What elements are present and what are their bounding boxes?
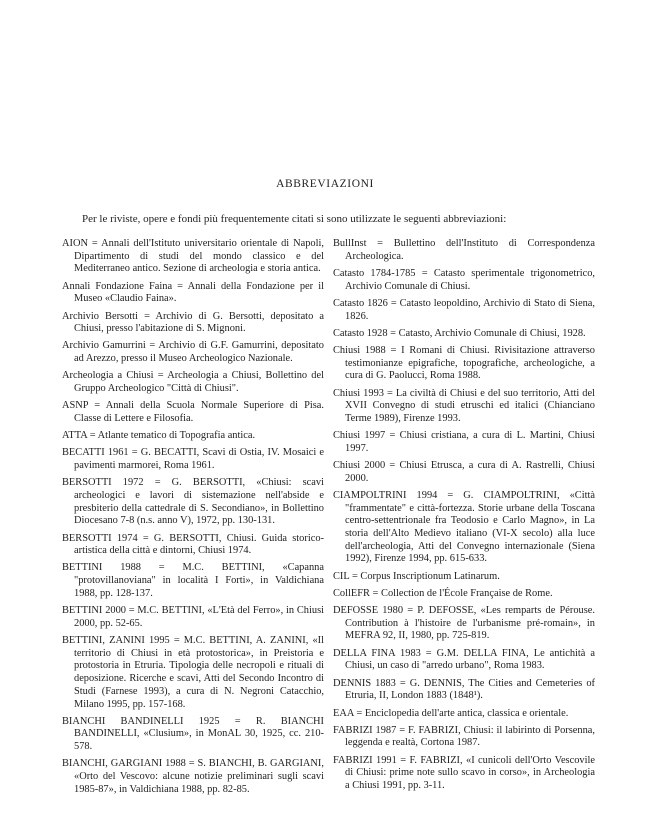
abbreviation-entry: ASNP = Annali della Scuola Normale Superiore di Pisa. Classe di Lettere e Filosofia. [62,400,324,424]
abbreviation-entry: Catasto 1826 = Catasto leopoldino, Archivio di Stato di Siena, 1826. [333,297,595,322]
abbreviation-entry: AION = Annali dell'Istituto universitario orientale di Napoli, Dipartimento di studi del mondo classico e del Mediterraneo antico. Sezione di archeologia e storia antica. [62,238,324,275]
abbreviation-entry: FABRIZI 1991 = F. FABRIZI, «I cunicoli dell'Orto Vescovile di Chiusi: prime note sullo scavo in corso», in Archeologia a Chiusi 1991, pp. 3-11. [333,754,595,792]
abbreviation-entry: Archivio Bersotti = Archivio di G. Bersotti, depositato a Chiusi, presso l'abitazione di S. Mignoni. [62,310,324,335]
abbreviation-entry: BERSOTTI 1972 = G. BERSOTTI, «Chiusi: scavi archeologici e lavori di sistemazione nell'abside e presbiterio della cattedrale di S. Secondiano», in Bollettino Diocesano 7-8 (n.s. anno V), 1972, pp. 130-131. [62,477,324,527]
abbreviation-entry: EAA = Enciclopedia dell'arte antica, classica e orientale. [333,707,569,719]
abbreviation-entry: BullInst = Bullettino dell'Instituto di Correspondenza Archeologica. [333,238,595,262]
abbreviation-entry: Catasto 1928 = Catasto, Archivio Comunale di Chiusi, 1928. [333,327,586,339]
abbreviation-entry: FABRIZI 1987 = F. FABRIZI, Chiusi: il labirinto di Porsenna, leggenda e realtà, Cortona 1987. [333,724,595,749]
abbreviation-entry: CIAMPOLTRINI 1994 = G. CIAMPOLTRINI, «Città "frammentate" e città-fortezza. Storie urbane della Toscana centro-settentrionale fra Teodosio e Carlo Magno», in La storia dell'Alto Medievo italiano (VI-X secolo) alla luce dell'archeologia, Atti del Convegno internazionale (Siena 1992), Firenze 1994, pp. 615-633. [333,489,595,565]
abbreviation-entry: DEFOSSE 1980 = P. DEFOSSE, «Les remparts de Pérouse. Contribution à l'histoire de l'urbanisme pré-romain», in MEFRA 92, II, 1980, pp. 725-819. [333,605,595,642]
abbreviation-entry: Chiusi 1988 = I Romani di Chiusi. Rivisitazione attraverso testimonianze epigrafiche, topografiche, archeologiche, a cura di G. Paolucci, Roma 1988. [333,344,595,382]
abbreviation-entry: CIL = Corpus Inscriptionum Latinarum. [333,570,500,582]
left-column [62,238,324,801]
abbreviation-entry: Catasto 1784-1785 = Catasto sperimentale trigonometrico, Archivio Comunale di Chiusi. [333,267,595,292]
abbreviation-entry: BECATTI 1961 = G. BECATTI, Scavi di Ostia, IV. Mosaici e pavimenti marmorei, Roma 1961. [62,447,324,472]
abbreviation-entry: BIANCHI, GARGIANI 1988 = S. BIANCHI, B. GARGIANI, «Orto del Vescovo: alcune notizie preliminari sugli scavi 1985-87», in Valdichiana 1988, pp. 82-85. [62,758,324,795]
abbreviation-entry: Chiusi 1997 = Chiusi cristiana, a cura di L. Martini, Chiusi 1997. [333,430,595,454]
abbreviation-entry: DENNIS 1883 = G. DENNIS, The Cities and Cemeteries of Etruria, II, London 1883 (1848¹). [333,677,595,702]
abbreviation-entry: BETTINI, ZANINI 1995 = M.C. BETTINI, A. ZANINI, «Il territorio di Chiusi in età protostorica», in Preistoria e protostoria in Etruria. Tipologia delle necropoli e rituali di deposizione. Ricerche e scavi, Atti del Secondo Incontro di Studi (Farnese 1993), a cura di N. Negroni Catacchio, Milano 1995, pp. 157-168. [62,634,324,710]
abbreviation-entry: Chiusi 2000 = Chiusi Etrusca, a cura di A. Rastrelli, Chiusi 2000. [333,460,595,484]
intro-paragraph: Per le riviste, opere e fondi più frequentemente citati si sono utilizzate le seguenti abbreviazioni: [82,213,507,225]
abbreviation-entry: BETTINI 2000 = M.C. BETTINI, «L'Età del Ferro», in Chiusi 2000, pp. 52-65. [62,605,324,629]
abbreviation-entry: Archeologia a Chiusi = Archeologia a Chiusi, Bollettino del Gruppo Archeologico "Città di Chiusi". [62,370,324,395]
abbreviation-entry: BERSOTTI 1974 = G. BERSOTTI, Chiusi. Guida storico-artistica della città e dintorni, Chiusi 1974. [62,532,324,557]
abbreviation-entry: BIANCHI BANDINELLI 1925 = R. BIANCHI BANDINELLI, «Clusium», in MonAL 30, 1925, cc. 210-578. [62,715,324,753]
abbreviation-entry: Annali Fondazione Faina = Annali della Fondazione per il Museo «Claudio Faina». [62,280,324,305]
abbreviation-entry: ATTA = Atlante tematico di Topografia antica. [62,430,256,442]
abbreviation-entry: DELLA FINA 1983 = G.M. DELLA FINA, Le antichità a Chiusi, un caso di "arredo urbano", Roma 1983. [333,647,595,672]
abbreviation-entry: Chiusi 1993 = La civiltà di Chiusi e del suo territorio, Atti del XVII Convegno di studi etruschi ed italici (Chianciano Terme 1989), Firenze 1993. [333,387,595,424]
abbreviation-entry: Archivio Gamurrini = Archivio di G.F. Gamurrini, depositato ad Arezzo, presso il Museo Archeologico Nazionale. [62,340,324,365]
page-title: ABBREVIAZIONI [276,178,374,190]
right-column [333,238,595,797]
abbreviation-entry: CollEFR = Collection de l'École Française de Rome. [333,587,553,599]
abbreviation-entry: BETTINI 1988 = M.C. BETTINI, «Capanna "protovillanoviana" in località I Forti», in Valdichiana 1988, pp. 128-137. [62,562,324,599]
